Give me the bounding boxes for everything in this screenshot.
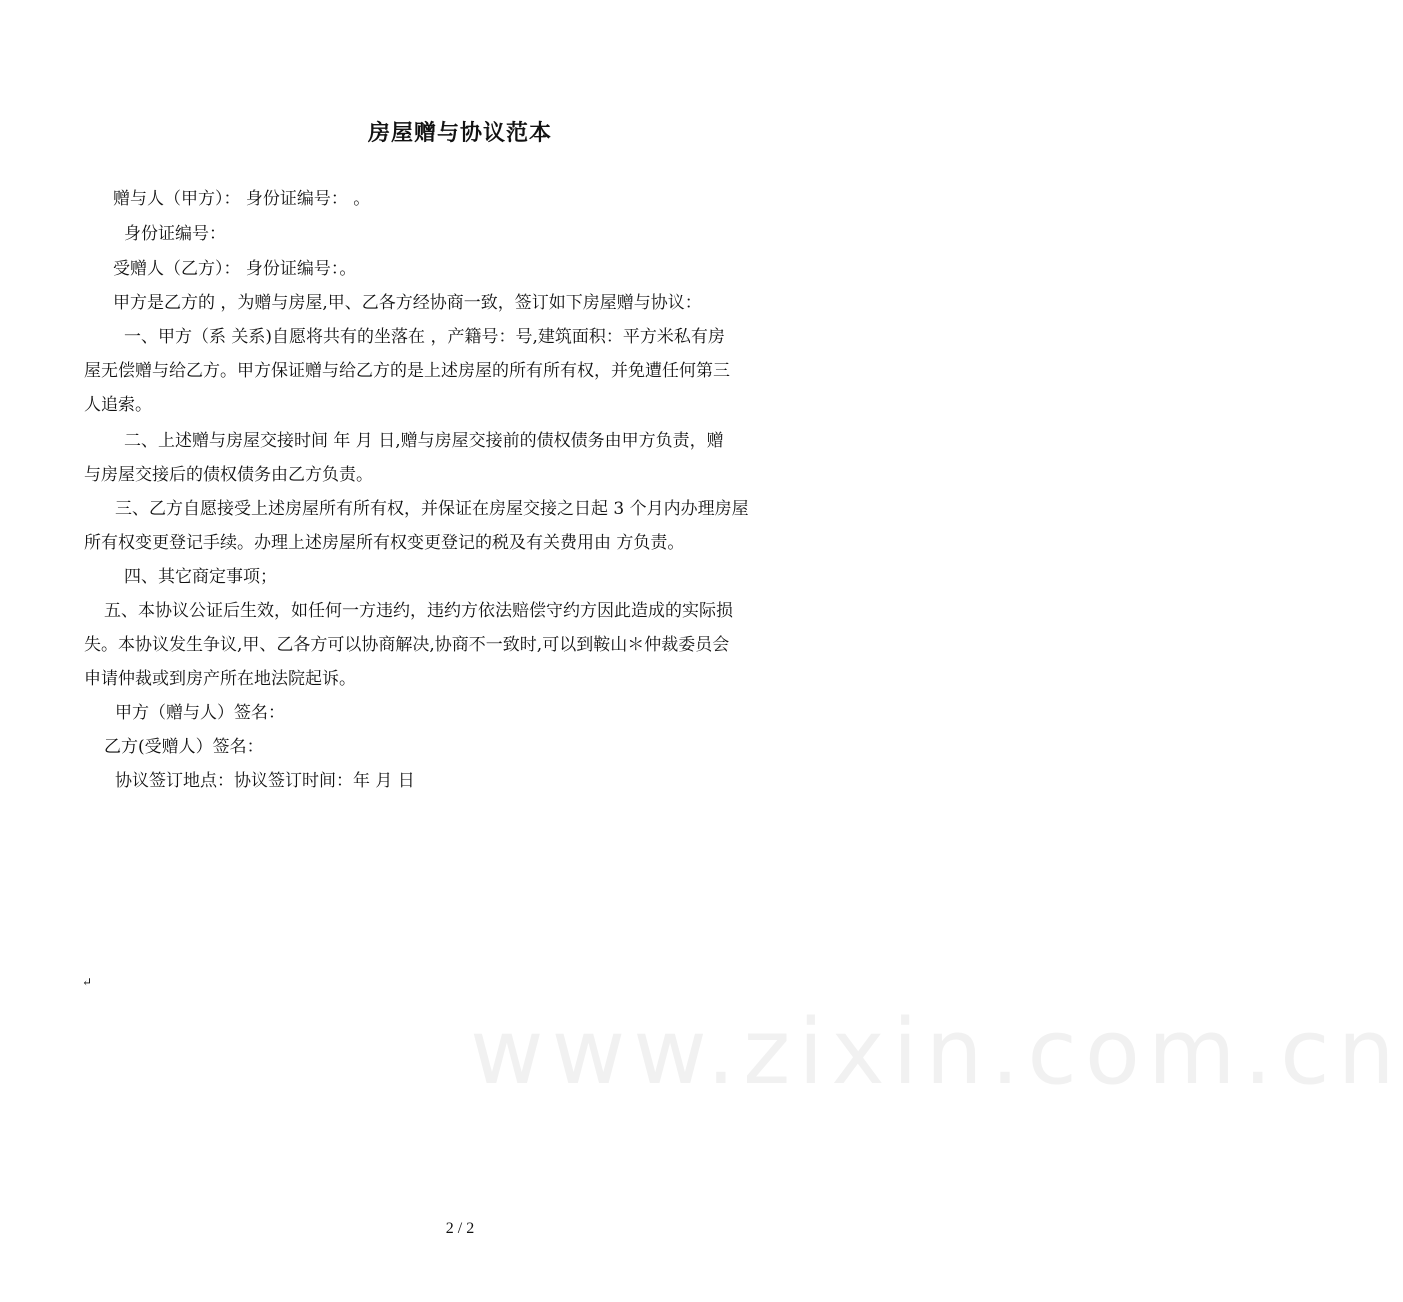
clause-4: 四、其它商定事项； <box>124 567 277 587</box>
clause-2-line-1: 二、上述赠与房屋交接时间 年 月 日,赠与房屋交接前的债权债务由甲方负责，赠 <box>124 431 724 451</box>
page-number: 2 / 2 <box>445 1220 475 1237</box>
paragraph-mark: ↵ <box>82 975 93 989</box>
clause-5-line-1: 五、本协议公证后生效，如任何一方违约，违约方依法赔偿守约方因此造成的实际损 <box>104 601 733 621</box>
clause-3-line-1: 三、乙方自愿接受上述房屋所有所有权，并保证在房屋交接之日起 3 个月内办理房屋 <box>115 499 749 519</box>
clause-1-line-3: 人追索。 <box>84 395 152 415</box>
party-b-signature: 乙方(受赠人）签名： <box>104 737 264 757</box>
clause-1-line-1: 一、甲方（系 关系)自愿将共有的坐落在 ，产籍号：号,建筑面积：平方米私有房 <box>124 327 725 347</box>
document-title: 房屋赠与协议范本 <box>367 121 552 146</box>
intro-line: 甲方是乙方的 ，为赠与房屋,甲、乙各方经协商一致，签订如下房屋赠与协议： <box>113 293 702 313</box>
clause-2-line-2: 与房屋交接后的债权债务由乙方负责。 <box>84 465 373 485</box>
signing-place-time: 协议签订地点：协议签订时间：年 月 日 <box>115 771 415 791</box>
donor-line: 赠与人（甲方）： 身份证编号： 。 <box>113 189 371 209</box>
watermark: www.zixin.com.cn <box>470 1000 1403 1105</box>
clause-1-line-2: 屋无偿赠与给乙方。甲方保证赠与给乙方的是上述房屋的所有所有权，并免遭任何第三 <box>84 361 730 381</box>
party-a-signature: 甲方（赠与人）签名： <box>115 703 285 723</box>
clause-5-line-2: 失。本协议发生争议,甲、乙各方可以协商解决,协商不一致时,可以到鞍山＊仲裁委员会 <box>84 635 730 655</box>
clause-3-line-2: 所有权变更登记手续。办理上述房屋所有权变更登记的税及有关费用由 方负责。 <box>84 533 685 553</box>
donor-id-line: 身份证编号： <box>124 224 226 244</box>
clause-5-line-3: 申请仲裁或到房产所在地法院起诉。 <box>84 669 356 689</box>
donee-line: 受赠人（乙方）： 身份证编号：。 <box>113 259 357 279</box>
